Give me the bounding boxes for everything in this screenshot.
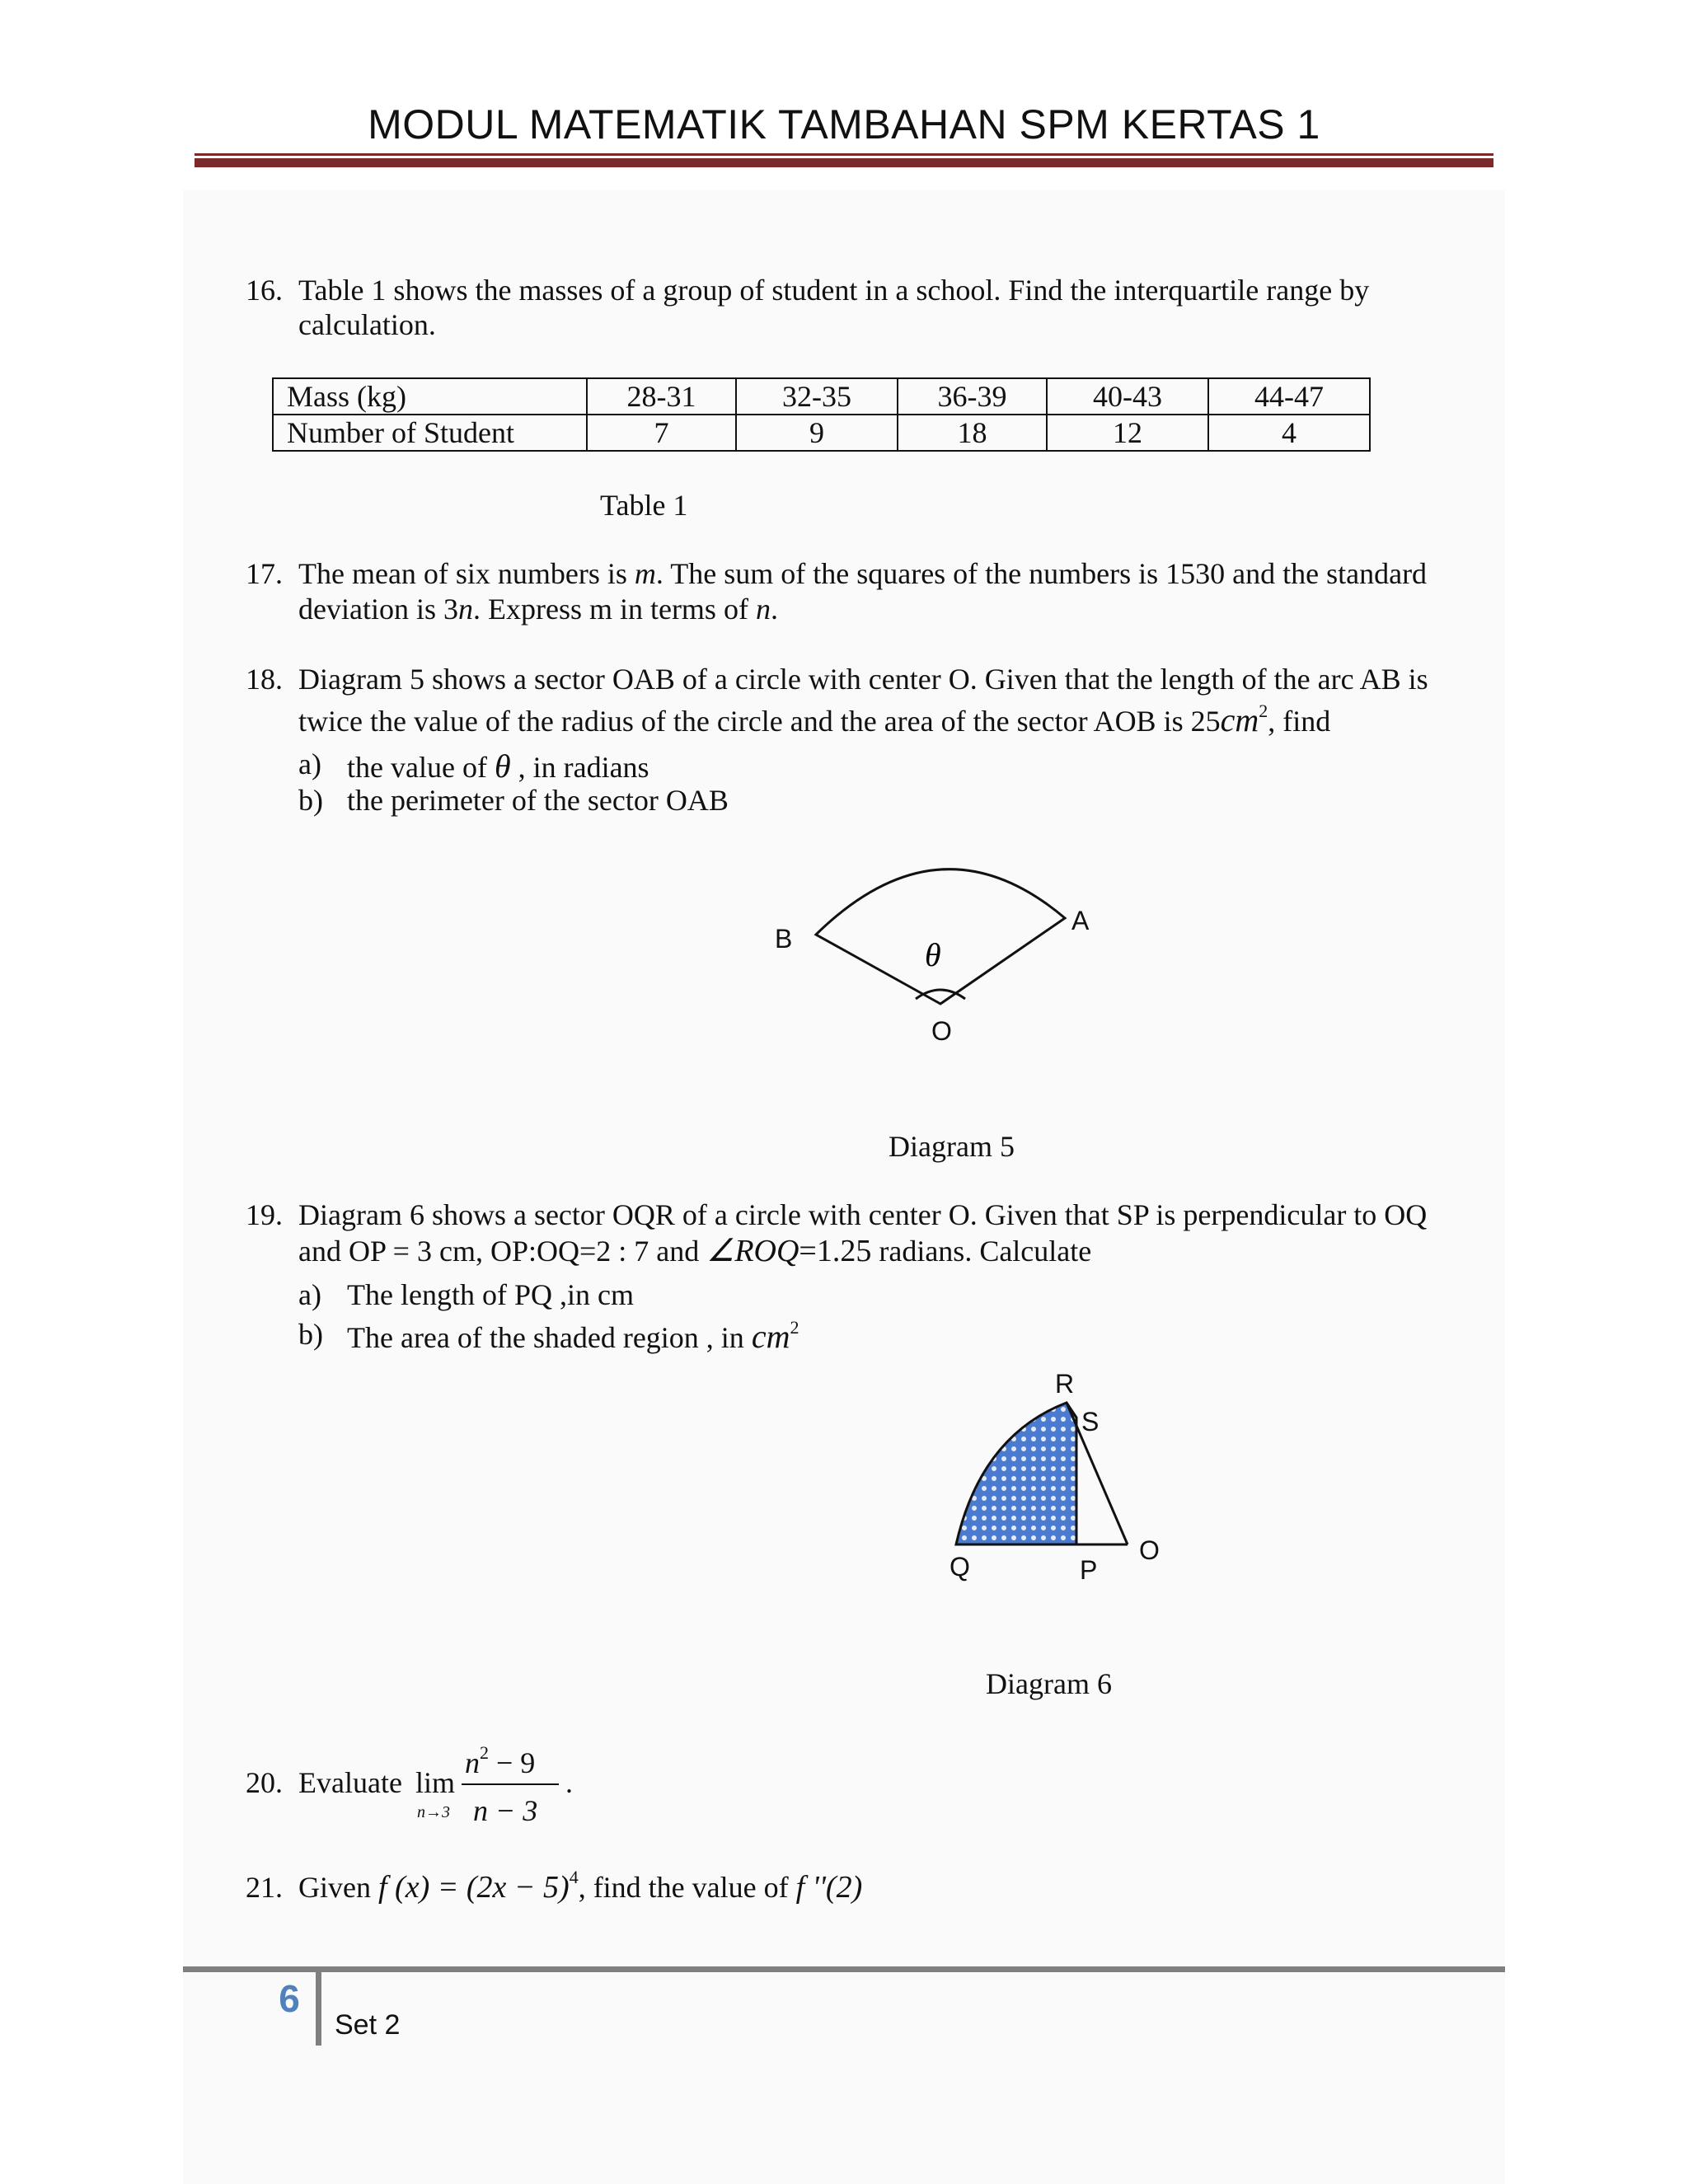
question-text: Table 1 shows the masses of a group of student in a school. Find the interquartile range by: [298, 274, 1370, 307]
page-title: MODUL MATEMATIK TAMBAHAN SPM KERTAS 1: [368, 101, 1320, 148]
shaded-region: [956, 1403, 1076, 1544]
class-cell: 44-47: [1208, 378, 1370, 415]
part-label: a): [298, 748, 321, 780]
label-q: Q: [950, 1552, 970, 1582]
part-label: b): [298, 1318, 323, 1351]
frequency-cell: 18: [898, 415, 1047, 451]
question-text: and OP = 3 cm, OP:OQ=2 : 7 and ∠ROQ=1.25 radians. Calculate: [298, 1234, 1092, 1268]
class-cell: 32-35: [736, 378, 898, 415]
label-r: R: [1055, 1369, 1075, 1399]
question-text: Diagram 6 shows a sector OQR of a circle with center O. Given that SP is perpendicular to OQ: [298, 1198, 1428, 1231]
label-b: B: [775, 924, 793, 954]
question-text: Diagram 5 shows a sector OAB of a circle with center O. Given that the length of the arc AB is: [298, 663, 1428, 696]
question-number: 20.: [246, 1766, 283, 1799]
question-text: Evaluate: [298, 1766, 402, 1799]
question-number: 19.: [246, 1198, 283, 1231]
part-label: b): [298, 784, 323, 817]
set-label: Set 2: [335, 2009, 401, 2041]
table-caption: Table 1: [600, 489, 688, 522]
label-s: S: [1081, 1407, 1100, 1436]
mass-table: [272, 377, 1371, 452]
label-o: O: [1139, 1535, 1160, 1565]
diagram-caption: Diagram 6: [986, 1667, 1112, 1700]
label-o: O: [931, 1016, 952, 1046]
label-p: P: [1080, 1555, 1098, 1585]
frequency-cell: 12: [1047, 415, 1208, 451]
question-number: 16.: [246, 274, 283, 307]
diagram-6: [940, 1368, 1187, 1615]
footer-divider: [316, 1966, 321, 2046]
row-label-mass: Mass (kg): [273, 378, 587, 415]
question-text: deviation is 3n. Express m in terms of n.: [298, 593, 778, 626]
header-rule-thick: [195, 158, 1493, 167]
class-cell: 36-39: [898, 378, 1047, 415]
fraction-denominator: n − 3: [473, 1794, 538, 1827]
class-cell: 40-43: [1047, 378, 1208, 415]
question-text: The mean of six numbers is m. The sum of the squares of the numbers is 1530 and the standard: [298, 557, 1428, 590]
fraction-bar: [462, 1783, 559, 1785]
question-text: Given f $(x) = (2x - 5)^4$, find the value of f ''(2): [298, 1867, 863, 1905]
part-label: a): [298, 1278, 321, 1311]
question-text: calculation.: [298, 308, 436, 341]
lim-subscript: n→3: [417, 1803, 450, 1821]
question-text: twice the value of the radius of the circle and the area of the sector AOB is $25cm^2$, find: [298, 701, 1331, 738]
frequency-cell: 9: [736, 415, 898, 451]
period: .: [565, 1766, 573, 1799]
table-row: [273, 378, 1370, 415]
question-20: [246, 1742, 658, 1836]
footer-rule: [183, 1966, 1505, 1972]
table-row: [273, 415, 1370, 451]
frequency-cell: 4: [1208, 415, 1370, 451]
row-label-students: Number of Student: [273, 415, 587, 451]
theta-symbol: θ: [925, 936, 941, 973]
class-cell: 28-31: [587, 378, 736, 415]
page-number: 6: [279, 1977, 300, 2020]
label-a: A: [1071, 906, 1090, 935]
diagram-caption: Diagram 5: [889, 1130, 1015, 1163]
header-rule: [195, 153, 1493, 156]
frequency-cell: 7: [587, 415, 736, 451]
question-number: 17.: [246, 557, 283, 590]
question-number: 18.: [246, 663, 283, 696]
diagram-5: [742, 841, 1137, 1080]
question-number: 21.: [246, 1871, 283, 1904]
fraction-numerator: $n^2 - 9$: [465, 1742, 536, 1779]
lim-symbol: lim: [415, 1766, 456, 1799]
